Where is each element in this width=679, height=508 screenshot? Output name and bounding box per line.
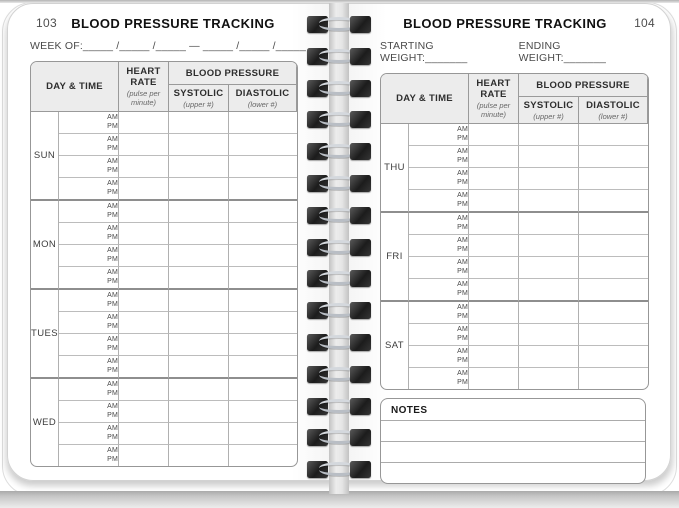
systolic-entry-cell xyxy=(169,267,229,290)
heart-rate-entry-cell xyxy=(119,223,169,245)
pm-label: PM xyxy=(457,200,469,208)
pm-label: PM xyxy=(107,322,119,330)
diastolic-entry-cell xyxy=(579,190,648,213)
systolic-entry-cell xyxy=(519,324,579,346)
punch-hole-right xyxy=(350,175,371,192)
column-header-systolic xyxy=(519,97,579,124)
week-of-line: WEEK OF:_____ /_____ /_____ — _____ /_____ /_____ xyxy=(30,40,306,52)
day-block-thu xyxy=(381,124,648,213)
diastolic-entry-cell xyxy=(579,213,648,235)
spiral-coil xyxy=(305,46,373,68)
systolic-entry-cell xyxy=(519,213,579,235)
entry-row xyxy=(31,423,297,445)
spiral-coil xyxy=(305,109,373,131)
diastolic-entry-cell xyxy=(229,423,297,445)
systolic-entry-cell xyxy=(169,156,229,178)
notes-ruled-line xyxy=(381,441,645,462)
heart-rate-label: HEART RATE xyxy=(476,78,511,100)
punch-hole-right xyxy=(350,16,371,33)
starting-weight-label: STARTING WEIGHT:_______ xyxy=(380,40,468,64)
heart-rate-entry-cell xyxy=(119,445,169,466)
entry-row xyxy=(31,334,297,356)
column-header-day-time: DAY & TIME xyxy=(31,62,119,112)
systolic-entry-cell xyxy=(169,312,229,334)
am-pm-cell xyxy=(59,112,119,134)
column-header-heart-rate xyxy=(469,74,519,124)
am-label: AM xyxy=(457,237,469,244)
systolic-entry-cell xyxy=(519,190,579,213)
diastolic-entry-cell xyxy=(229,245,297,267)
systolic-entry-cell xyxy=(519,146,579,168)
pm-label: PM xyxy=(107,233,119,241)
spiral-coil xyxy=(305,268,373,290)
pm-label: PM xyxy=(107,455,119,463)
entry-row xyxy=(31,401,297,423)
left-page-header xyxy=(8,16,338,34)
diastolic-entry-cell xyxy=(229,334,297,356)
heart-rate-entry-cell xyxy=(119,356,169,379)
systolic-sublabel: (upper #) xyxy=(183,99,214,109)
spiral-coil xyxy=(305,364,373,386)
notes-label: NOTES xyxy=(391,405,428,416)
column-header-day-time: DAY & TIME xyxy=(381,74,469,124)
pm-label: PM xyxy=(107,433,119,441)
systolic-entry-cell xyxy=(169,112,229,134)
am-pm-cell xyxy=(59,401,119,423)
systolic-entry-cell xyxy=(169,401,229,423)
diastolic-entry-cell xyxy=(579,368,648,389)
right-page-title: BLOOD PRESSURE TRACKING xyxy=(403,16,607,31)
day-block-mon xyxy=(31,201,297,290)
column-header-diastolic xyxy=(229,85,297,112)
heart-rate-entry-cell xyxy=(469,146,519,168)
entry-row xyxy=(31,267,297,290)
diastolic-entry-cell xyxy=(229,178,297,201)
pm-label: PM xyxy=(107,122,119,130)
pm-label: PM xyxy=(457,334,469,342)
heart-rate-entry-cell xyxy=(119,112,169,134)
entry-row xyxy=(31,178,297,201)
diastolic-entry-cell xyxy=(229,401,297,423)
entry-row xyxy=(381,124,648,146)
am-label: AM xyxy=(457,281,469,288)
am-label: AM xyxy=(107,336,119,343)
entry-row xyxy=(381,257,648,279)
spiral-coil xyxy=(305,78,373,100)
am-label: AM xyxy=(107,403,119,410)
am-label: AM xyxy=(107,447,119,454)
am-label: AM xyxy=(457,170,469,177)
pm-label: PM xyxy=(107,344,119,352)
diastolic-entry-cell xyxy=(579,279,648,302)
am-label: AM xyxy=(107,381,119,388)
am-label: AM xyxy=(107,203,119,210)
systolic-sublabel: (upper #) xyxy=(533,111,564,121)
entry-row xyxy=(31,201,297,223)
systolic-label: SYSTOLIC xyxy=(523,99,574,111)
punch-hole-right xyxy=(350,302,371,319)
diastolic-sublabel: (lower #) xyxy=(598,111,628,121)
diastolic-entry-cell xyxy=(229,379,297,401)
column-header-heart-rate xyxy=(119,62,169,112)
entry-row xyxy=(31,290,297,312)
am-pm-cell xyxy=(59,290,119,312)
pm-label: PM xyxy=(457,245,469,253)
heart-rate-entry-cell xyxy=(119,134,169,156)
day-block-sat xyxy=(381,302,648,389)
pm-label: PM xyxy=(107,300,119,308)
day-label: TUES xyxy=(31,290,59,379)
systolic-entry-cell xyxy=(169,201,229,223)
am-pm-cell xyxy=(59,245,119,267)
punch-hole-right xyxy=(350,398,371,415)
spiral-coil xyxy=(305,300,373,322)
punch-hole-right xyxy=(350,111,371,128)
pm-label: PM xyxy=(457,134,469,142)
am-label: AM xyxy=(457,370,469,377)
punch-hole-right xyxy=(350,48,371,65)
notes-section xyxy=(380,398,646,484)
heart-rate-entry-cell xyxy=(119,201,169,223)
systolic-entry-cell xyxy=(519,235,579,257)
pm-label: PM xyxy=(457,289,469,297)
am-pm-cell xyxy=(409,368,469,389)
day-label: MON xyxy=(31,201,59,290)
spiral-coil xyxy=(305,173,373,195)
entry-row xyxy=(31,156,297,178)
weights-line xyxy=(340,40,670,64)
heart-rate-entry-cell xyxy=(119,423,169,445)
left-page xyxy=(7,3,339,481)
systolic-entry-cell xyxy=(519,168,579,190)
am-pm-cell xyxy=(59,312,119,334)
am-label: AM xyxy=(457,326,469,333)
bp-table-left-wrap xyxy=(30,61,298,467)
am-pm-cell xyxy=(409,346,469,368)
heart-rate-entry-cell xyxy=(119,156,169,178)
systolic-entry-cell xyxy=(169,134,229,156)
diastolic-entry-cell xyxy=(229,445,297,466)
diastolic-entry-cell xyxy=(229,223,297,245)
heart-rate-entry-cell xyxy=(469,124,519,146)
day-block-fri xyxy=(381,213,648,302)
entry-row xyxy=(381,346,648,368)
heart-rate-entry-cell xyxy=(469,257,519,279)
heart-rate-entry-cell xyxy=(469,279,519,302)
column-header-blood-pressure: BLOOD PRESSURE xyxy=(519,74,648,97)
am-pm-cell xyxy=(409,257,469,279)
right-page xyxy=(339,3,671,481)
spiral-coil xyxy=(305,237,373,259)
pm-label: PM xyxy=(457,223,469,231)
systolic-entry-cell xyxy=(519,302,579,324)
pm-label: PM xyxy=(107,389,119,397)
am-label: AM xyxy=(457,304,469,311)
am-label: AM xyxy=(107,114,119,121)
entry-row xyxy=(31,112,297,134)
diastolic-label: DIASTOLIC xyxy=(586,99,640,111)
diastolic-entry-cell xyxy=(229,112,297,134)
spiral-coil xyxy=(305,332,373,354)
am-pm-cell xyxy=(409,124,469,146)
am-pm-cell xyxy=(59,201,119,223)
entry-row xyxy=(381,168,648,190)
systolic-entry-cell xyxy=(519,124,579,146)
column-header-blood-pressure: BLOOD PRESSURE xyxy=(169,62,297,85)
spiral-coil xyxy=(305,427,373,449)
column-header-systolic xyxy=(169,85,229,112)
pm-label: PM xyxy=(457,178,469,186)
am-pm-cell xyxy=(409,324,469,346)
diastolic-entry-cell xyxy=(579,324,648,346)
diastolic-entry-cell xyxy=(579,235,648,257)
systolic-entry-cell xyxy=(519,368,579,389)
day-label: THU xyxy=(381,124,409,213)
spiral-coil xyxy=(305,396,373,418)
heart-rate-entry-cell xyxy=(119,245,169,267)
pm-label: PM xyxy=(457,312,469,320)
systolic-entry-cell xyxy=(169,356,229,379)
systolic-entry-cell xyxy=(169,379,229,401)
diastolic-entry-cell xyxy=(579,124,648,146)
pm-label: PM xyxy=(107,211,119,219)
am-pm-cell xyxy=(409,279,469,302)
heart-rate-entry-cell xyxy=(469,368,519,389)
punch-hole-right xyxy=(350,270,371,287)
pm-label: PM xyxy=(457,267,469,275)
am-pm-cell xyxy=(409,213,469,235)
diastolic-entry-cell xyxy=(229,356,297,379)
day-block-wed xyxy=(31,379,297,466)
punch-hole-right xyxy=(350,143,371,160)
heart-rate-sublabel: (pulse per minute) xyxy=(126,89,161,107)
diastolic-entry-cell xyxy=(579,302,648,324)
day-label: FRI xyxy=(381,213,409,302)
day-label: WED xyxy=(31,379,59,466)
heart-rate-entry-cell xyxy=(119,379,169,401)
am-pm-cell xyxy=(409,146,469,168)
am-label: AM xyxy=(107,136,119,143)
page-number-left: 103 xyxy=(36,16,57,30)
diastolic-entry-cell xyxy=(229,156,297,178)
am-pm-cell xyxy=(59,423,119,445)
heart-rate-entry-cell xyxy=(119,290,169,312)
diastolic-entry-cell xyxy=(229,312,297,334)
systolic-entry-cell xyxy=(169,178,229,201)
entry-row xyxy=(381,324,648,346)
pm-label: PM xyxy=(107,255,119,263)
pm-label: PM xyxy=(457,378,469,386)
am-label: AM xyxy=(107,292,119,299)
entry-row xyxy=(381,279,648,302)
am-pm-cell xyxy=(59,334,119,356)
entry-row xyxy=(381,235,648,257)
heart-rate-entry-cell xyxy=(119,401,169,423)
systolic-entry-cell xyxy=(169,423,229,445)
day-label: SAT xyxy=(381,302,409,389)
bp-table-left xyxy=(31,62,297,466)
systolic-entry-cell xyxy=(519,346,579,368)
punch-hole-right xyxy=(350,239,371,256)
am-label: AM xyxy=(107,314,119,321)
am-pm-cell xyxy=(409,235,469,257)
systolic-entry-cell xyxy=(519,257,579,279)
am-label: AM xyxy=(107,425,119,432)
spiral-coil xyxy=(305,459,373,481)
diastolic-entry-cell xyxy=(579,257,648,279)
left-page-title: BLOOD PRESSURE TRACKING xyxy=(71,16,275,31)
am-label: AM xyxy=(457,259,469,266)
column-header-diastolic xyxy=(579,97,648,124)
heart-rate-entry-cell xyxy=(119,178,169,201)
am-pm-cell xyxy=(59,156,119,178)
diastolic-entry-cell xyxy=(579,168,648,190)
heart-rate-entry-cell xyxy=(469,168,519,190)
heart-rate-entry-cell xyxy=(469,235,519,257)
heart-rate-entry-cell xyxy=(469,346,519,368)
systolic-entry-cell xyxy=(169,223,229,245)
heart-rate-entry-cell xyxy=(469,302,519,324)
notebook-top-edge xyxy=(0,0,679,3)
am-label: AM xyxy=(107,269,119,276)
punch-hole-right xyxy=(350,461,371,478)
entry-row xyxy=(31,445,297,466)
am-pm-cell xyxy=(59,223,119,245)
am-label: AM xyxy=(107,158,119,165)
am-pm-cell xyxy=(59,445,119,466)
pm-label: PM xyxy=(107,277,119,285)
bp-table-right xyxy=(381,74,648,389)
notes-ruled-line xyxy=(381,462,645,483)
am-label: AM xyxy=(457,348,469,355)
systolic-entry-cell xyxy=(169,445,229,466)
diastolic-entry-cell xyxy=(229,134,297,156)
heart-rate-entry-cell xyxy=(469,213,519,235)
am-pm-cell xyxy=(59,267,119,290)
am-label: AM xyxy=(457,148,469,155)
pm-label: PM xyxy=(107,188,119,196)
am-label: AM xyxy=(457,215,469,222)
spiral-coil xyxy=(305,14,373,36)
entry-row xyxy=(31,356,297,379)
am-pm-cell xyxy=(59,134,119,156)
punch-hole-right xyxy=(350,366,371,383)
bp-table-right-wrap xyxy=(380,73,649,390)
notes-ruled-line xyxy=(381,420,645,441)
heart-rate-sublabel: (pulse per minute) xyxy=(476,101,511,119)
diastolic-entry-cell xyxy=(229,290,297,312)
entry-row xyxy=(31,223,297,245)
entry-row xyxy=(31,312,297,334)
am-pm-cell xyxy=(409,168,469,190)
spiral-coil xyxy=(305,205,373,227)
am-label: AM xyxy=(107,225,119,232)
day-block-tues xyxy=(31,290,297,379)
punch-hole-right xyxy=(350,207,371,224)
entry-row xyxy=(381,190,648,213)
heart-rate-entry-cell xyxy=(469,324,519,346)
pm-label: PM xyxy=(107,366,119,374)
ending-weight-label: ENDING WEIGHT:_______ xyxy=(518,40,607,64)
diastolic-sublabel: (lower #) xyxy=(247,99,278,109)
diastolic-entry-cell xyxy=(579,146,648,168)
entry-row xyxy=(31,134,297,156)
systolic-entry-cell xyxy=(169,290,229,312)
day-block-sun xyxy=(31,112,297,201)
diastolic-entry-cell xyxy=(229,201,297,223)
diastolic-entry-cell xyxy=(579,346,648,368)
right-page-header xyxy=(340,16,670,34)
punch-hole-right xyxy=(350,334,371,351)
am-label: AM xyxy=(107,247,119,254)
entry-row xyxy=(381,302,648,324)
heart-rate-entry-cell xyxy=(469,190,519,213)
am-label: AM xyxy=(107,358,119,365)
am-label: AM xyxy=(457,126,469,133)
heart-rate-entry-cell xyxy=(119,267,169,290)
entry-row xyxy=(31,379,297,401)
am-pm-cell xyxy=(409,302,469,324)
am-pm-cell xyxy=(59,356,119,379)
diastolic-label: DIASTOLIC xyxy=(235,87,290,99)
am-label: AM xyxy=(107,180,119,187)
entry-row xyxy=(381,368,648,389)
entry-row xyxy=(31,245,297,267)
day-label: SUN xyxy=(31,112,59,201)
pm-label: PM xyxy=(457,356,469,364)
punch-hole-right xyxy=(350,429,371,446)
heart-rate-entry-cell xyxy=(119,312,169,334)
pm-label: PM xyxy=(457,156,469,164)
systolic-entry-cell xyxy=(169,245,229,267)
punch-hole-right xyxy=(350,80,371,97)
am-pm-cell xyxy=(409,190,469,213)
systolic-label: SYSTOLIC xyxy=(173,87,224,99)
spiral-coil xyxy=(305,141,373,163)
systolic-entry-cell xyxy=(519,279,579,302)
pm-label: PM xyxy=(107,144,119,152)
heart-rate-entry-cell xyxy=(119,334,169,356)
entry-row xyxy=(381,213,648,235)
page-number-right: 104 xyxy=(634,16,655,30)
pm-label: PM xyxy=(107,166,119,174)
am-label: AM xyxy=(457,192,469,199)
entry-row xyxy=(381,146,648,168)
pm-label: PM xyxy=(107,411,119,419)
am-pm-cell xyxy=(59,379,119,401)
diastolic-entry-cell xyxy=(229,267,297,290)
systolic-entry-cell xyxy=(169,334,229,356)
am-pm-cell xyxy=(59,178,119,201)
heart-rate-label: HEART RATE xyxy=(126,66,161,88)
